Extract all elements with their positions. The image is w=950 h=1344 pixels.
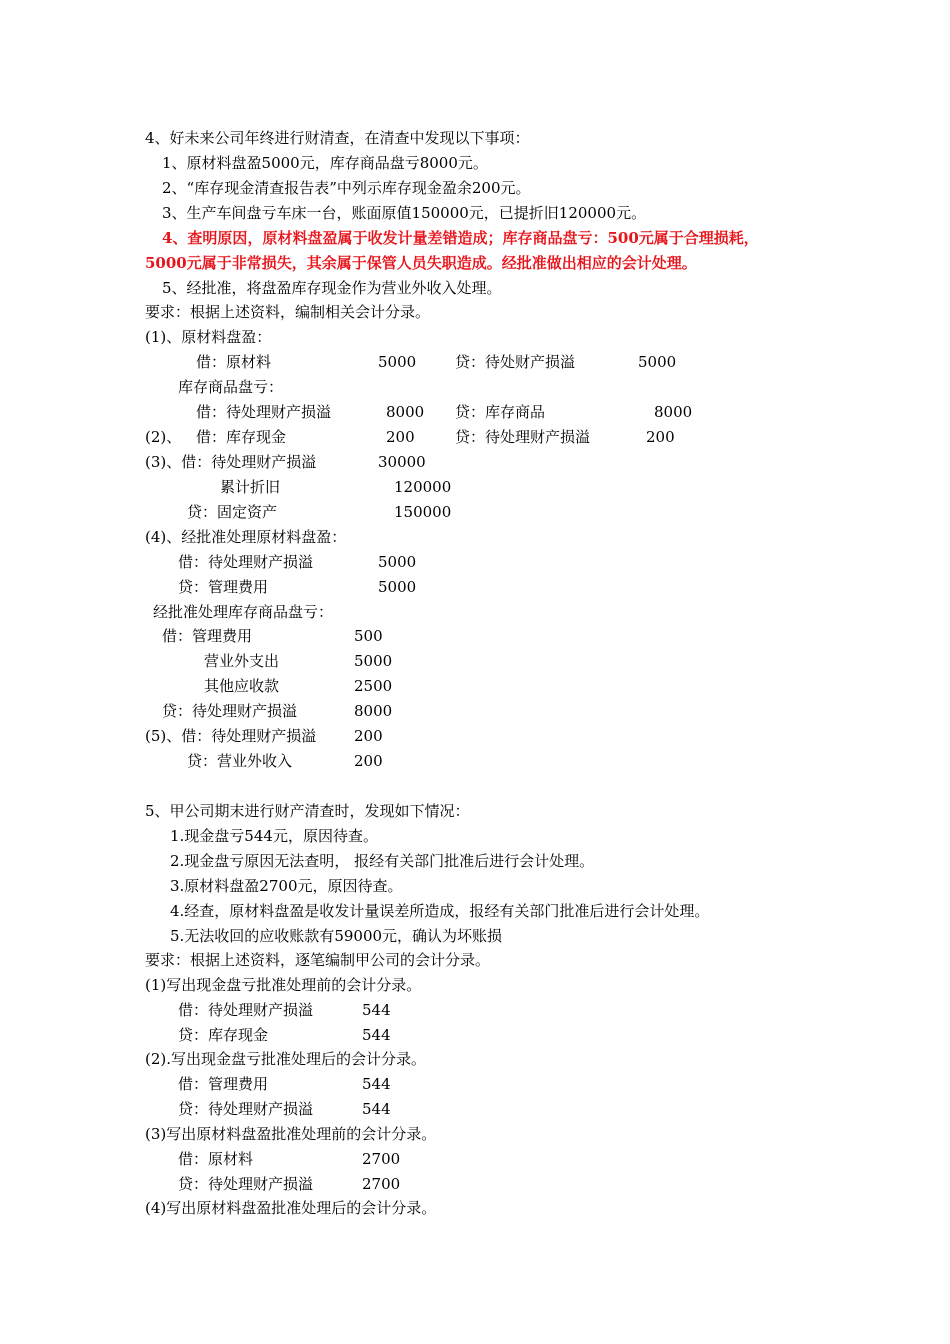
entry-amount: 200	[354, 752, 383, 770]
entry-debit: 借：管理费用	[162, 627, 253, 645]
q4-title: 4、好未来公司年终进行财清查，在清查中发现以下事项：	[145, 129, 530, 147]
q4-answer-4-subheading: 经批准处理库存商品盘亏：	[153, 603, 334, 621]
entry-debit: 借：待处理财产损溢	[196, 403, 332, 421]
entry-credit: 贷：待处理财产损溢	[178, 1100, 314, 1118]
entry-debit: 借：管理费用	[178, 1075, 269, 1093]
entry-amount: 200	[386, 428, 415, 446]
q4-item-5: 5、经批准，将盘盈库存现金作为营业外收入处理。	[162, 279, 502, 297]
entry-credit: 贷：待处理财产损溢	[178, 1175, 314, 1193]
entry-credit: 贷：库存商品	[455, 403, 546, 421]
entry-debit: (3)、借：待处理财产损溢	[145, 453, 317, 471]
entry-credit: 贷：管理费用	[178, 578, 269, 596]
entry-credit: 贷：固定资产	[187, 503, 278, 521]
entry-amount: 544	[362, 1026, 391, 1044]
q5-requirement: 要求：根据上述资料，逐笔编制甲公司的会计分录。	[145, 951, 491, 969]
entry-amount: 8000	[654, 403, 693, 421]
entry-debit: 借：待处理财产损溢	[178, 553, 314, 571]
q4-item-3: 3、生产车间盘亏车床一台，账面原值150000元，已提折旧120000元。	[162, 204, 647, 222]
entry-amount: 544	[362, 1075, 391, 1093]
entry-amount: 5000	[378, 578, 417, 596]
entry-amount: 500	[354, 627, 383, 645]
q4-item-1: 1、原材料盘盈5000元，库存商品盘亏8000元。	[162, 154, 488, 172]
q5-item-5: 5.无法收回的应收账款有59000元，确认为坏账损	[170, 927, 503, 945]
entry-amount: 120000	[394, 478, 452, 496]
q4-requirement: 要求：根据上述资料，编制相关会计分录。	[145, 303, 431, 321]
q5-item-1: 1.现金盘亏544元，原因待查。	[170, 827, 378, 845]
entry-debit: 借：原材料	[196, 353, 272, 371]
q5-item-4: 4.经查，原材料盘盈是收发计量误差所造成，报经有关部门批准后进行会计处理。	[170, 902, 710, 920]
entry-credit: 贷：待处财产损溢	[455, 353, 576, 371]
entry-amount: 200	[354, 727, 383, 745]
q4-answer-4-heading: (4)、经批准处理原材料盘盈：	[145, 528, 347, 546]
entry-debit: 累计折旧	[220, 478, 281, 496]
q4-item-4: 4、查明原因，原材料盘盈属于收发计量差错造成；库存商品盘亏：500元属于合理损耗，	[162, 229, 759, 247]
q5-item-3: 3.原材料盘盈2700元，原因待查。	[170, 877, 403, 895]
entry-amount: 5000	[638, 353, 677, 371]
entry-amount: 5000	[378, 553, 417, 571]
entry-amount: 5000	[378, 353, 417, 371]
q5-answer-1-heading: (1)写出现金盘亏批准处理前的会计分录。	[145, 976, 422, 994]
entry-debit: 营业外支出	[204, 652, 280, 670]
entry-credit: 贷：待处理财产损溢	[162, 702, 298, 720]
entry-debit: 借：库存现金	[196, 428, 287, 446]
q5-item-2: 2.现金盘亏原因无法查明， 报经有关部门批准后进行会计处理。	[170, 852, 595, 870]
entry-amount: 544	[362, 1001, 391, 1019]
entry-amount: 30000	[378, 453, 426, 471]
entry-credit: 贷：营业外收入	[187, 752, 293, 770]
entry-amount: 150000	[394, 503, 452, 521]
q5-answer-3-heading: (3)写出原材料盘盈批准处理前的会计分录。	[145, 1125, 437, 1143]
entry-debit: 其他应收款	[204, 677, 280, 695]
entry-amount: 2700	[362, 1150, 401, 1168]
entry-credit: 贷：库存现金	[178, 1026, 269, 1044]
entry-debit: (5)、借：待处理财产损溢	[145, 727, 317, 745]
entry-credit: 贷：待处理财产损溢	[455, 428, 591, 446]
entry-amount: 2700	[362, 1175, 401, 1193]
entry-debit: 借：原材料	[178, 1150, 254, 1168]
q4-answer-1-heading: (1)、原材料盘盈：	[145, 328, 272, 346]
q5-title: 5、甲公司期末进行财产清查时，发现如下情况：	[145, 802, 470, 820]
q4-answer-2-heading: (2)、	[145, 428, 182, 446]
entry-amount: 8000	[386, 403, 425, 421]
q4-item-4-cont: 5000元属于非常损失，其余属于保管人员失职造成。经批准做出相应的会计处理。	[145, 254, 697, 272]
q5-answer-4-heading: (4)写出原材料盘盈批准处理后的会计分录。	[145, 1199, 437, 1217]
q5-answer-2-heading: (2).写出现金盘亏批准处理后的会计分录。	[145, 1050, 427, 1068]
entry-amount: 2500	[354, 677, 393, 695]
entry-amount: 8000	[354, 702, 393, 720]
entry-amount: 544	[362, 1100, 391, 1118]
entry-debit: 借：待处理财产损溢	[178, 1001, 314, 1019]
entry-amount: 200	[646, 428, 675, 446]
entry-amount: 5000	[354, 652, 393, 670]
q4-item-2: 2、“库存现金清查报告表”中列示库存现金盈余200元。	[162, 179, 531, 197]
q4-answer-1-subheading: 库存商品盘亏：	[178, 378, 284, 396]
